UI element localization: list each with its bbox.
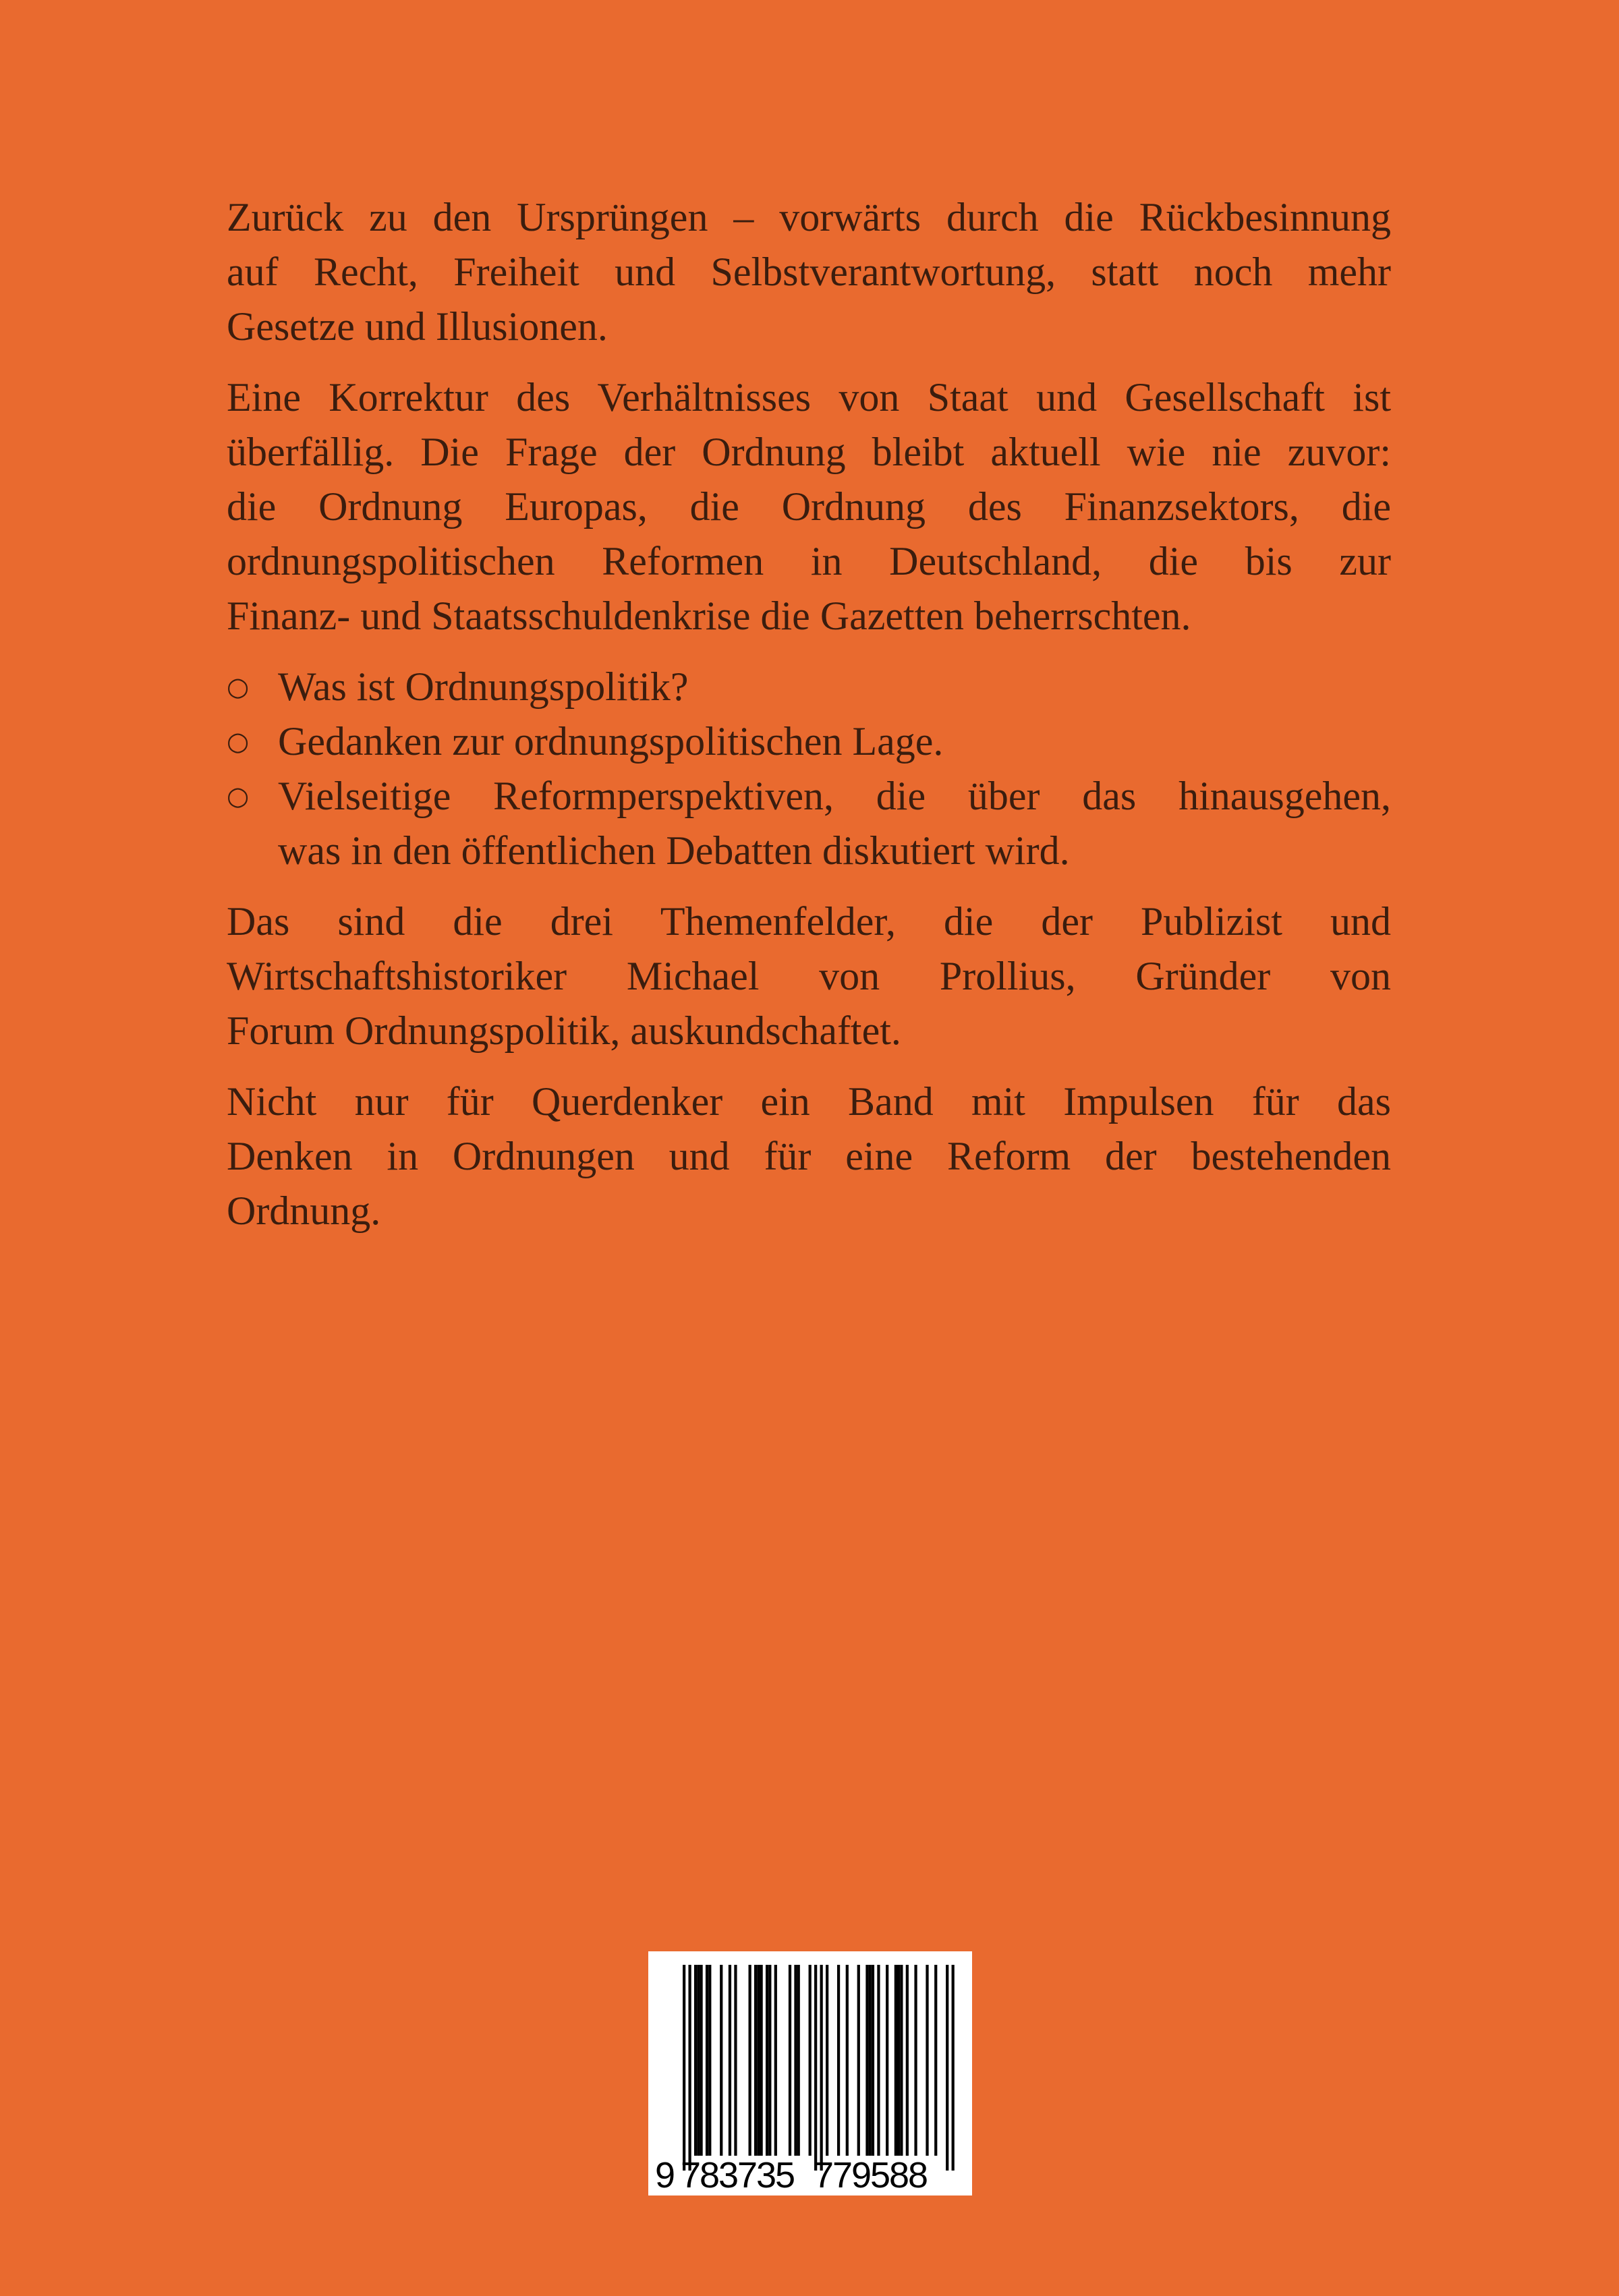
text-line: Gesetze und Illusionen. [227, 304, 608, 349]
barcode-bar [837, 1965, 840, 2156]
barcode-bar [794, 1965, 797, 2156]
barcode-bar [846, 1965, 849, 2156]
barcode-bar [729, 1965, 731, 2156]
text-line: Vielseitige Reformperspektiven, die über das hinausgehen, [278, 774, 1391, 818]
author-paragraph [227, 894, 1391, 1058]
barcode-bar [797, 1965, 800, 2156]
barcode-bar [697, 1965, 700, 2156]
text-line: was in den öffentlichen Debatten diskutiert wird. [278, 828, 1070, 873]
barcode-guard-bar [820, 1965, 823, 2171]
barcode-left-digits: 783735 [681, 2155, 795, 2195]
barcode-bar [914, 1965, 917, 2156]
barcode-bar [865, 1965, 868, 2156]
text-line: Eine Korrektur des Verhältnisses von Staat und Gesellschaft ist [227, 375, 1391, 420]
barcode-bar [894, 1965, 897, 2156]
barcode-bar [766, 1965, 768, 2156]
text-line: Nicht nur für Querdenker ein Band mit Impulsen für das [227, 1079, 1391, 1124]
barcode-bar [700, 1965, 702, 2156]
barcode-bar [708, 1965, 711, 2156]
barcode-bar [789, 1965, 791, 2156]
barcode-guard-bar [946, 1965, 948, 2171]
text-line: überfällig. Die Frage der Ordnung bleibt aktuell wie nie zuvor: [227, 430, 1391, 474]
text-line: Denken in Ordnungen und für eine Reform der bestehenden [227, 1134, 1391, 1178]
barcode-bar [694, 1965, 697, 2156]
barcode-bar [754, 1965, 757, 2156]
barcode-bar [720, 1965, 722, 2156]
barcode-first-digit: 9 [655, 2155, 676, 2195]
barcode-bar [857, 1965, 860, 2156]
barcode-bar [706, 1965, 708, 2156]
barcode-bar [768, 1965, 771, 2156]
isbn-barcode [648, 1951, 972, 2195]
barcode-bar [826, 1965, 828, 2156]
back-cover-text [227, 190, 1391, 1255]
barcode-bar [897, 1965, 900, 2156]
text-line: auf Recht, Freiheit und Selbstverantwortung, statt noch mehr [227, 250, 1391, 294]
barcode-bar [886, 1965, 888, 2156]
text-line: Wirtschaftshistoriker Michael von Prollius, Gründer von [227, 954, 1391, 998]
text-line: Gedanken zur ordnungspolitischen Lage. [278, 719, 944, 764]
text-line: Zurück zu den Ursprüngen – vorwärts durch die Rückbesinnung [227, 195, 1391, 239]
barcode-bar [809, 1965, 812, 2156]
bullet-circle-icon: ○ [227, 781, 250, 811]
barcode-bar [926, 1965, 928, 2156]
barcode-bar [877, 1965, 880, 2156]
barcode-bar [757, 1965, 760, 2156]
barcode-guard-bar [814, 1965, 817, 2171]
text-line: die Ordnung Europas, die Ordnung des Finanzsektors, die [227, 484, 1391, 529]
bullet-circle-icon: ○ [227, 726, 250, 756]
barcode-bar [734, 1965, 737, 2156]
topic-list [227, 660, 1391, 878]
barcode-bar [760, 1965, 762, 2156]
barcode-bar [774, 1965, 777, 2156]
barcode-bar [934, 1965, 937, 2156]
list-item [227, 769, 1391, 878]
barcode-bar [906, 1965, 909, 2156]
text-line: Was ist Ordnungspolitik? [278, 664, 689, 709]
barcode-bar [869, 1965, 872, 2156]
text-line: Ordnung. [227, 1188, 381, 1233]
intro-paragraph [227, 190, 1391, 354]
text-line: Das sind die drei Themenfelder, die der Publizist und [227, 899, 1391, 944]
closing-paragraph [227, 1074, 1391, 1238]
barcode-guard-bar [952, 1965, 955, 2171]
barcode-bar [749, 1965, 751, 2156]
context-paragraph [227, 370, 1391, 643]
barcode-guard-bar [683, 1965, 685, 2171]
text-line: ordnungspolitischen Reformen in Deutschland, die bis zur [227, 539, 1391, 583]
barcode-bars [648, 1951, 972, 2195]
barcode-guard-bar [688, 1965, 691, 2171]
text-line: Finanz- und Staatsschuldenkrise die Gazetten beherrschten. [227, 594, 1191, 638]
barcode-bar [900, 1965, 903, 2156]
text-line: Forum Ordnungspolitik, auskundschaftet. [227, 1008, 901, 1053]
list-item [227, 660, 1391, 714]
barcode-right-digits: 779588 [814, 2155, 928, 2195]
barcode-bar [872, 1965, 874, 2156]
bullet-circle-icon: ○ [227, 672, 250, 701]
list-item [227, 714, 1391, 769]
